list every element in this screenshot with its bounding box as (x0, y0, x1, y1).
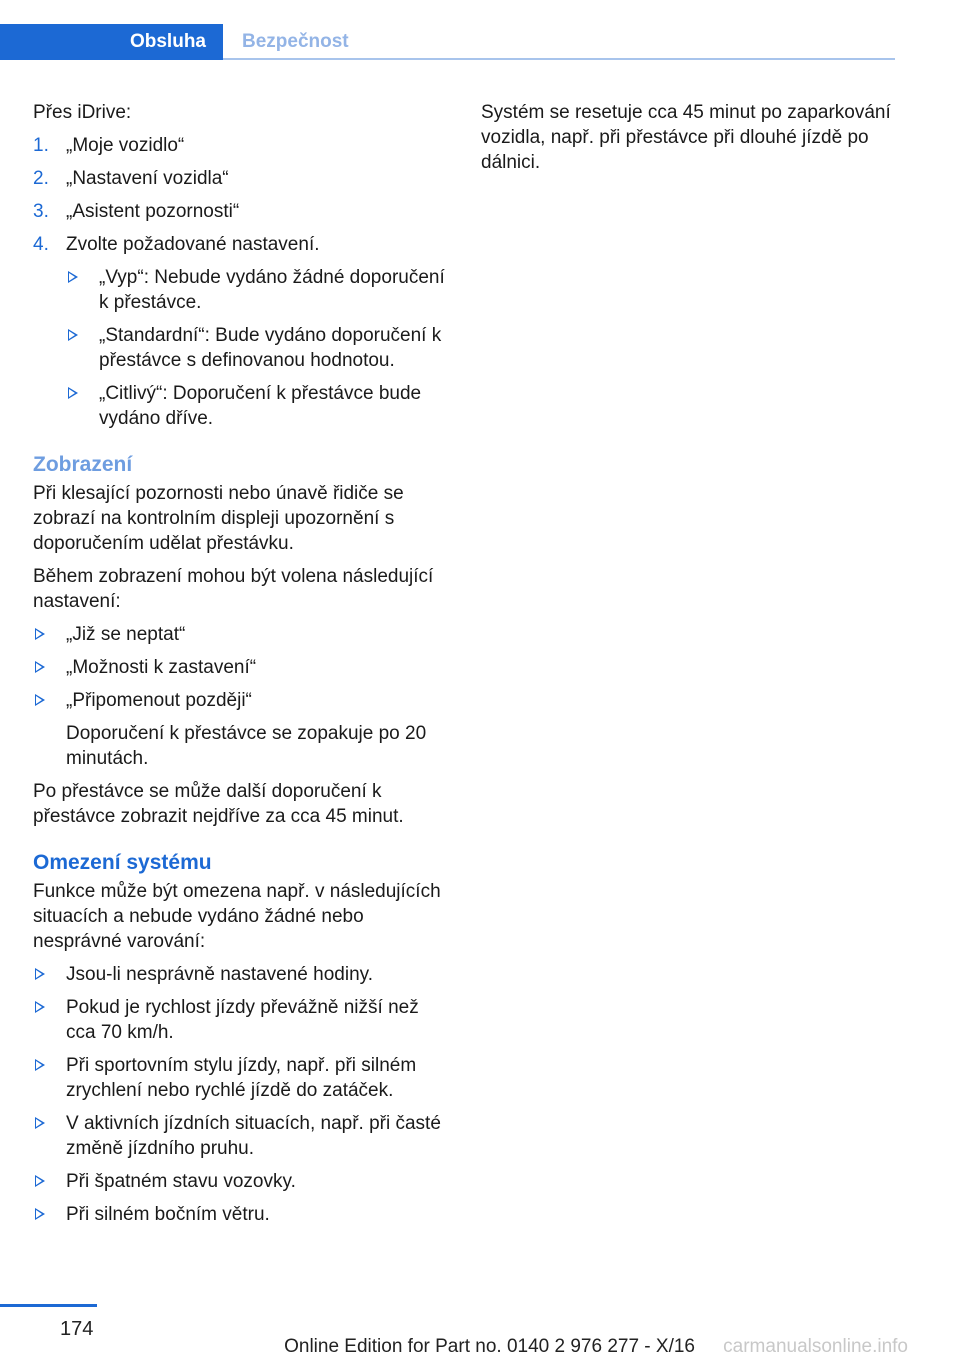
step-text: „Asistent pozornosti“ (66, 201, 240, 222)
step-number: 2. (33, 168, 49, 189)
page-number: 174 (60, 1318, 94, 1340)
list-item: Jsou-li nesprávně nastavené hodiny. (33, 962, 451, 987)
section-tabs (0, 24, 895, 60)
right-column (481, 100, 901, 183)
steps-list (33, 133, 451, 431)
step-item (33, 232, 451, 431)
triangle-bullet-icon (35, 1208, 45, 1220)
reset-paragraph: Systém se resetuje cca 45 minut po zaparkování vozidla, např. při přestávce při dlouhé jízdě po dálnici. (481, 102, 891, 173)
limits-list (33, 962, 451, 1227)
paragraph: Po přestávce se může další doporučení k přestávce zobrazit nejdříve za cca 45 minut. (33, 781, 404, 827)
list-item: Při silném bočním větru. (33, 1202, 451, 1227)
tab-obsluha[interactable]: Obsluha (0, 24, 223, 60)
tab-underline (223, 58, 895, 60)
step4-options (66, 265, 451, 431)
list-item: Při sportovním stylu jízdy, např. při silném zrychlení nebo rychlé jízdě do zatáček. (33, 1053, 451, 1103)
display-options (33, 622, 451, 713)
intro-text: Přes iDrive: (33, 102, 132, 123)
list-item: „Vyp“: Nebude vydáno žádné doporučení k přestávce. (66, 265, 451, 315)
list-item: V aktivních jízdních situacích, např. při časté změně jízdního pruhu. (33, 1111, 451, 1161)
step-item (33, 199, 451, 224)
footer-rule (0, 1304, 97, 1307)
step-text: „Nastavení vozidla“ (66, 168, 229, 189)
step-text: Zvolte požadované nastavení. (66, 234, 320, 255)
heading-omezeni: Omezení systému (33, 851, 212, 874)
step-item (33, 166, 451, 191)
step-item (33, 133, 451, 158)
list-item: „Připomenout později“ (33, 688, 451, 713)
list-item: „Možnosti k zastavení“ (33, 655, 451, 680)
heading-zobrazeni: Zobrazení (33, 453, 133, 476)
triangle-bullet-icon (35, 628, 45, 640)
triangle-bullet-icon (68, 271, 78, 283)
triangle-bullet-icon (35, 1059, 45, 1071)
triangle-bullet-icon (68, 329, 78, 341)
list-item: „Citlivý“: Doporučení k přestávce bude vydáno dříve. (66, 381, 451, 431)
step-number: 1. (33, 135, 49, 156)
list-item: „Standardní“: Bude vydáno doporučení k přestávce s definovanou hodnotou. (66, 323, 451, 373)
list-item: Pokud je rychlost jízdy převážně nižší než cca 70 km/h. (33, 995, 451, 1045)
triangle-bullet-icon (68, 387, 78, 399)
step-number: 3. (33, 201, 49, 222)
paragraph: Při klesající pozornosti nebo únavě řidiče se zobrazí na kontrolním displeji upozornění s doporučením udělat přestávku. (33, 483, 404, 554)
triangle-bullet-icon (35, 1001, 45, 1013)
left-column (33, 100, 451, 1235)
triangle-bullet-icon (35, 1175, 45, 1187)
list-item: „Již se neptat“ (33, 622, 451, 647)
remind-note: Doporučení k přestávce se zopakuje po 20 minutách. (66, 723, 427, 769)
triangle-bullet-icon (35, 968, 45, 980)
triangle-bullet-icon (35, 1117, 45, 1129)
watermark: carmanualsonline.info (723, 1336, 908, 1357)
triangle-bullet-icon (35, 694, 45, 706)
triangle-bullet-icon (35, 661, 45, 673)
tab-bezpecnost[interactable]: Bezpečnost (242, 31, 349, 52)
step-text: „Moje vozidlo“ (66, 135, 185, 156)
step-number: 4. (33, 234, 49, 255)
paragraph: Během zobrazení mohou být volena následující nastavení: (33, 566, 434, 612)
edition-text: Online Edition for Part no. 0140 2 976 277 - X/16 (284, 1336, 695, 1357)
paragraph: Funkce může být omezena např. v následujících situacích a nebude vydáno žádné nebo nesprávné varování: (33, 881, 441, 952)
list-item: Při špatném stavu vozovky. (33, 1169, 451, 1194)
